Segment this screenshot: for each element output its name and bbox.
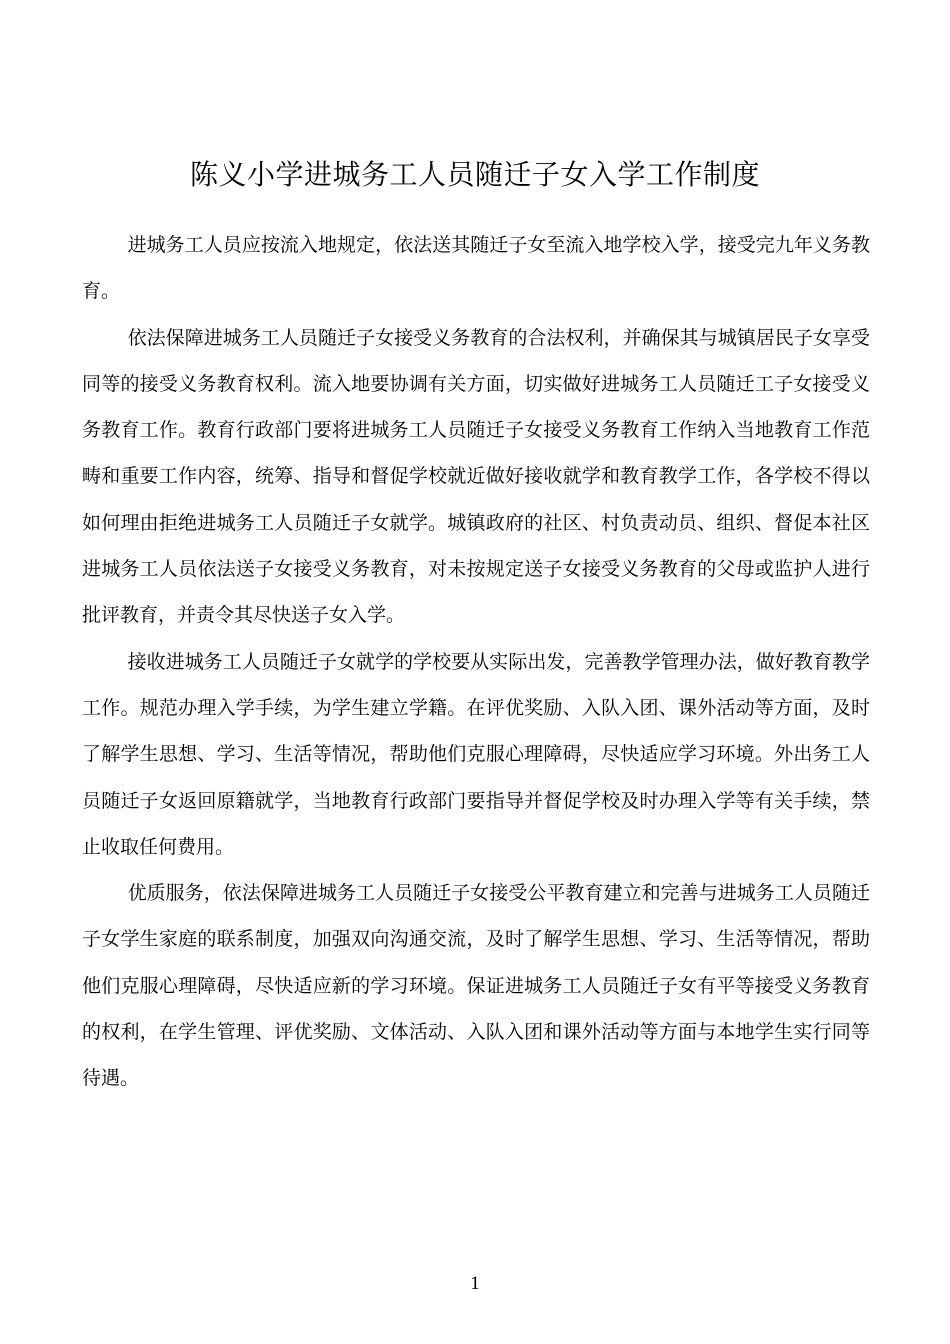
paragraph-2: 依法保障进城务工人员随迁子女接受义务教育的合法权利，并确保其与城镇居民子女享受同等的接受义务教育权利。流入地要协调有关方面，切实做好进城务工人员随迁工子女接受义务教育工作。教育行政部门要将进城务工人员随迁子女接受义务教育工作纳入当地教育工作范畴和重要工作内容，统筹、指导和督促学校就近做好接收就学和教育教学工作，各学校不得以如何理由拒绝进城务工人员随迁子女就学。城镇政府的社区、村负责动员、组织、督促本社区进城务工人员依法送子女接受义务教育，对未按规定送子女接受义务教育的父母或监护人进行批评教育，并责令其尽快送子女入学。 bbox=[82, 326, 870, 627]
paragraph-1: 进城务工人员应按流入地规定，依法送其随迁子女至流入地学校入学，接受完九年义务教育。 bbox=[82, 234, 870, 303]
document-body bbox=[82, 222, 870, 1102]
paragraph-4: 优质服务，依法保障进城务工人员随迁子女接受公平教育建立和完善与进城务工人员随迁子女学生家庭的联系制度，加强双向沟通交流，及时了解学生思想、学习、生活等情况，帮助他们克服心理障碍，尽快适应新的学习环境。保证进城务工人员随迁子女有平等接受义务教育的权利，在学生管理、评优奖励、文体活动、入队入团和课外活动等方面与本地学生实行同等待遇。 bbox=[82, 882, 870, 1090]
document-title: 陈义小学进城务工人员随迁子女入学工作制度 bbox=[189, 158, 760, 191]
paragraph-3: 接收进城务工人员随迁子女就学的学校要从实际出发，完善教学管理办法，做好教育教学工作。规范办理入学手续，为学生建立学籍。在评优奖励、入队入团、课外活动等方面，及时了解学生思想、学习、生活等情况，帮助他们克服心理障碍，尽快适应学习环境。外出务工人员随迁子女返回原籍就学，当地教育行政部门要指导并督促学校及时办理入学等有关手续，禁止收取任何费用。 bbox=[82, 650, 870, 858]
page-number: 1 bbox=[470, 1273, 480, 1294]
